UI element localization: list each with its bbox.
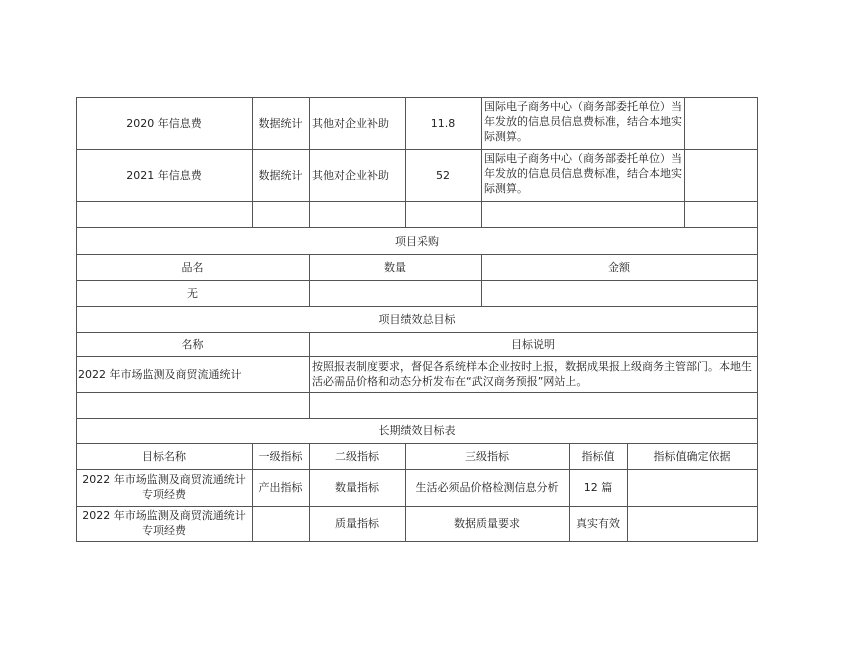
longterm-header-level1: 一级指标 (258, 450, 303, 463)
rule-top (76, 97, 758, 98)
procurement-header-name: 品名 (181, 261, 204, 274)
rule (76, 201, 758, 202)
rule (481, 97, 482, 227)
longterm-header-level3: 三级指标 (465, 450, 509, 463)
rule (76, 443, 758, 444)
fee-note: 国际电子商务中心（商务部委托单位）当年发放的信息员信息费标准，结合本地实际测算。 (484, 152, 682, 195)
longterm-row-level1: 产出指标 (258, 481, 303, 494)
longterm-row-value: 12 篇 (583, 481, 613, 494)
performance-target-name: 2022 年市场监测及商贸流通统计 (78, 368, 242, 381)
section-title-longterm: 长期绩效目标表 (378, 424, 456, 437)
rule (76, 254, 758, 255)
rule (76, 280, 758, 281)
longterm-row-level3: 数据质量要求 (454, 517, 520, 530)
fee-amount: 11.8 (430, 117, 456, 130)
rule (76, 332, 758, 333)
performance-header-desc: 目标说明 (511, 338, 555, 351)
fee-basis: 数据统计 (258, 169, 303, 182)
fee-amount: 52 (436, 169, 450, 182)
procurement-header-qty: 数量 (384, 261, 406, 274)
longterm-row-name: 2022 年市场监测及商贸流通统计专项经费 (82, 473, 246, 501)
performance-target-desc: 按照报表制度要求，督促各系统样本企业按时上报，数据成果报上级商务主管部门。本地生活必需品价格和动态分析发布在“武汉商务预报”网站上。 (312, 360, 752, 388)
longterm-row-value: 真实有效 (576, 517, 620, 530)
longterm-header-level2: 二级指标 (335, 450, 379, 463)
procurement-header-amount: 金额 (608, 261, 630, 274)
rule (76, 227, 758, 228)
fee-note: 国际电子商务中心（商务部委托单位）当年发放的信息员信息费标准，结合本地实际测算。 (484, 100, 682, 143)
longterm-header-name: 目标名称 (142, 450, 186, 463)
fee-name: 2020 年信息费 (126, 117, 202, 130)
rule (309, 97, 310, 227)
rule (76, 149, 758, 150)
rule (76, 418, 758, 419)
longterm-row-level2: 质量指标 (335, 517, 379, 530)
rule-bottom (76, 541, 758, 542)
rule (76, 506, 758, 507)
fee-category: 其他对企业补助 (312, 169, 389, 182)
fee-name: 2021 年信息费 (126, 169, 202, 182)
fee-category: 其他对企业补助 (312, 117, 389, 130)
rule (684, 97, 685, 227)
longterm-header-basis: 指标值确定依据 (653, 450, 731, 463)
section-title-procurement: 项目采购 (395, 235, 439, 248)
longterm-row-level3: 生活必须品价格检测信息分析 (415, 481, 559, 494)
rule (76, 306, 758, 307)
longterm-row-name: 2022 年市场监测及商贸流通统计专项经费 (82, 509, 246, 537)
rule (76, 392, 758, 393)
longterm-row-level2: 数量指标 (335, 481, 379, 494)
longterm-header-value: 指标值 (581, 450, 615, 463)
procurement-item-name: 无 (187, 287, 198, 300)
section-title-performance: 项目绩效总目标 (378, 313, 456, 326)
rule (76, 356, 758, 357)
rule (76, 469, 758, 470)
fee-basis: 数据统计 (258, 117, 303, 130)
performance-header-name: 名称 (181, 338, 204, 351)
